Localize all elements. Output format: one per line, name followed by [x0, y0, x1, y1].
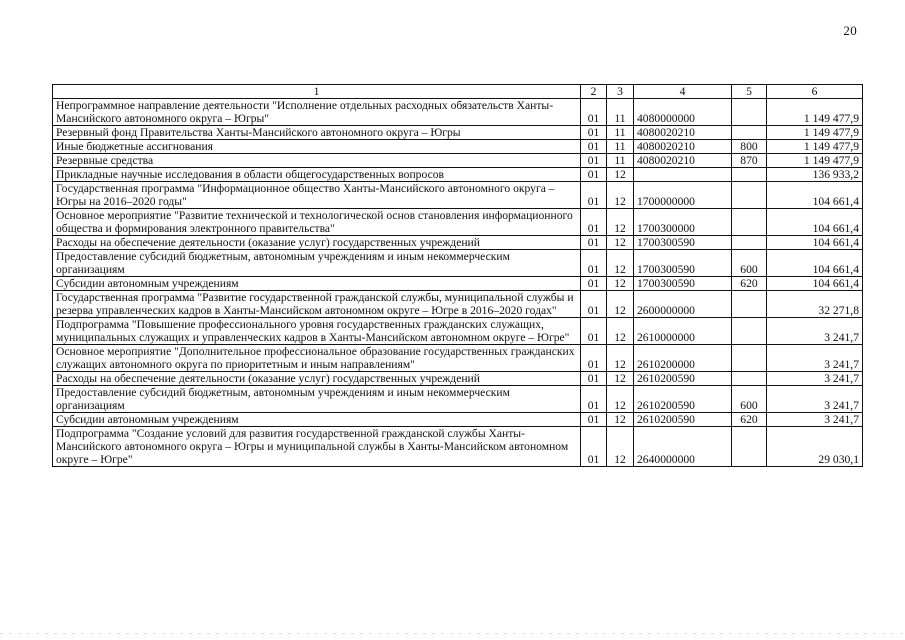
- table-body: [53, 99, 863, 467]
- row-subsection: 12: [607, 236, 634, 250]
- row-amount: 1 149 477,9: [767, 126, 863, 140]
- row-subsection: 12: [607, 372, 634, 386]
- row-kind: [732, 236, 767, 250]
- row-amount: 1 149 477,9: [767, 140, 863, 154]
- row-target: 1700300590: [634, 250, 732, 277]
- row-amount: 104 661,4: [767, 277, 863, 291]
- row-subsection: 11: [607, 126, 634, 140]
- row-kind: [732, 126, 767, 140]
- row-amount: 104 661,4: [767, 209, 863, 236]
- row-subsection: 12: [607, 427, 634, 467]
- row-kind: [732, 372, 767, 386]
- row-name: Расходы на обеспечение деятельности (оказание услуг) государственных учреждений: [53, 236, 581, 250]
- row-subsection: 12: [607, 291, 634, 318]
- row-amount: 104 661,4: [767, 182, 863, 209]
- row-kind: [732, 291, 767, 318]
- row-amount: 29 030,1: [767, 427, 863, 467]
- row-name: Резервный фонд Правительства Ханты-Мансийского автономного округа – Югры: [53, 126, 581, 140]
- header-col-section: 2: [581, 85, 607, 99]
- header-col-kind: 5: [732, 85, 767, 99]
- row-name: Субсидии автономным учреждениям: [53, 277, 581, 291]
- row-subsection: 11: [607, 99, 634, 126]
- row-target: 2610200590: [634, 413, 732, 427]
- table-row: [53, 413, 863, 427]
- row-section: 01: [581, 250, 607, 277]
- row-target: 2610000000: [634, 318, 732, 345]
- row-section: 01: [581, 291, 607, 318]
- row-section: 01: [581, 413, 607, 427]
- row-section: 01: [581, 154, 607, 168]
- row-name: Государственная программа "Информационное общество Ханты-Мансийского автономного округа – Югры на 2016–2020 годы": [53, 182, 581, 209]
- row-kind: [732, 345, 767, 372]
- row-name: Непрограммное направление деятельности "Исполнение отдельных расходных обязательств Ханты-Мансийского автономного округа – Югры": [53, 99, 581, 126]
- row-target: 1700000000: [634, 182, 732, 209]
- row-subsection: 12: [607, 277, 634, 291]
- row-subsection: 11: [607, 140, 634, 154]
- row-name: Предоставление субсидий бюджетным, автономным учреждениям и иным некоммерческим организациям: [53, 250, 581, 277]
- row-name: Резервные средства: [53, 154, 581, 168]
- row-name: Основное мероприятие "Развитие технической и технологической основ становления информационного общества и формирования электронного правительства": [53, 209, 581, 236]
- row-target: 2640000000: [634, 427, 732, 467]
- table-row: [53, 372, 863, 386]
- table-row: [53, 126, 863, 140]
- row-subsection: 12: [607, 413, 634, 427]
- table-row: [53, 427, 863, 467]
- row-subsection: 12: [607, 386, 634, 413]
- row-amount: 104 661,4: [767, 236, 863, 250]
- table-header: [53, 85, 863, 99]
- row-name: Государственная программа "Развитие государственной гражданской службы, муниципальной службы и резерва управленческих кадров в Ханты-Мансийском автономном округе – Югре в 2016–2020 годах": [53, 291, 581, 318]
- row-section: 01: [581, 209, 607, 236]
- table-row: [53, 386, 863, 413]
- row-section: 01: [581, 345, 607, 372]
- header-col-subsection: 3: [607, 85, 634, 99]
- row-section: 01: [581, 126, 607, 140]
- header-row: [53, 85, 863, 99]
- row-target: 4080000000: [634, 99, 732, 126]
- row-kind: [732, 182, 767, 209]
- row-target: 4080020210: [634, 126, 732, 140]
- header-col-target: 4: [634, 85, 732, 99]
- row-amount: 3 241,7: [767, 345, 863, 372]
- table-row: [53, 277, 863, 291]
- row-target: 1700300000: [634, 209, 732, 236]
- row-name: Прикладные научные исследования в области общегосударственных вопросов: [53, 168, 581, 182]
- header-col-amount: 6: [767, 85, 863, 99]
- table-row: [53, 250, 863, 277]
- row-target: 2610200590: [634, 386, 732, 413]
- row-section: 01: [581, 236, 607, 250]
- row-target: [634, 168, 732, 182]
- page-number: 20: [843, 23, 857, 38]
- header-col-name: 1: [53, 85, 581, 99]
- row-kind: 800: [732, 140, 767, 154]
- row-target: 4080020210: [634, 154, 732, 168]
- row-section: 01: [581, 99, 607, 126]
- row-amount: 3 241,7: [767, 318, 863, 345]
- row-subsection: 12: [607, 209, 634, 236]
- row-name: Подпрограмма "Создание условий для развития государственной гражданской службы Ханты-Мансийского автономного округа – Югры и муниципальной службы в Ханты-Мансийском автономном округе – Югре": [53, 427, 581, 467]
- table-row: [53, 209, 863, 236]
- row-kind: [732, 318, 767, 345]
- table-row: [53, 154, 863, 168]
- table-row: [53, 182, 863, 209]
- row-name: Предоставление субсидий бюджетным, автономным учреждениям и иным некоммерческим организациям: [53, 386, 581, 413]
- row-amount: 1 149 477,9: [767, 154, 863, 168]
- row-target: 1700300590: [634, 277, 732, 291]
- row-section: 01: [581, 140, 607, 154]
- row-target: 1700300590: [634, 236, 732, 250]
- table-row: [53, 140, 863, 154]
- row-amount: 1 149 477,9: [767, 99, 863, 126]
- row-name: Субсидии автономным учреждениям: [53, 413, 581, 427]
- row-kind: [732, 427, 767, 467]
- row-kind: 620: [732, 277, 767, 291]
- row-amount: 104 661,4: [767, 250, 863, 277]
- row-kind: [732, 209, 767, 236]
- row-amount: 3 241,7: [767, 413, 863, 427]
- table-row: [53, 318, 863, 345]
- row-name: Подпрограмма "Повышение профессионального уровня государственных гражданских служащих, муниципальных служащих и управленческих кадров в Ханты-Мансийском автономном округе – Югре": [53, 318, 581, 345]
- row-kind: 600: [732, 250, 767, 277]
- row-kind: [732, 168, 767, 182]
- row-section: 01: [581, 372, 607, 386]
- row-name: Иные бюджетные ассигнования: [53, 140, 581, 154]
- table-row: [53, 291, 863, 318]
- table-row: [53, 345, 863, 372]
- row-section: 01: [581, 318, 607, 345]
- row-section: 01: [581, 386, 607, 413]
- row-kind: 620: [732, 413, 767, 427]
- row-amount: 3 241,7: [767, 372, 863, 386]
- row-section: 01: [581, 182, 607, 209]
- row-section: 01: [581, 168, 607, 182]
- row-kind: 870: [732, 154, 767, 168]
- row-section: 01: [581, 427, 607, 467]
- row-name: Основное мероприятие "Дополнительное профессиональное образование государственных гражданских служащих автономного округа по приоритетным и иным направлениям": [53, 345, 581, 372]
- row-kind: 600: [732, 386, 767, 413]
- row-subsection: 12: [607, 345, 634, 372]
- row-subsection: 12: [607, 182, 634, 209]
- budget-table: [52, 84, 863, 467]
- row-subsection: 12: [607, 318, 634, 345]
- row-target: 2610200000: [634, 345, 732, 372]
- row-target: 2610200590: [634, 372, 732, 386]
- row-section: 01: [581, 277, 607, 291]
- row-kind: [732, 99, 767, 126]
- row-name: Расходы на обеспечение деятельности (оказание услуг) государственных учреждений: [53, 372, 581, 386]
- row-subsection: 12: [607, 250, 634, 277]
- table-row: [53, 99, 863, 126]
- row-subsection: 12: [607, 168, 634, 182]
- table-row: [53, 236, 863, 250]
- row-target: 4080020210: [634, 140, 732, 154]
- row-amount: 136 933,2: [767, 168, 863, 182]
- scan-edge-line: [0, 633, 905, 634]
- row-amount: 32 271,8: [767, 291, 863, 318]
- row-target: 2600000000: [634, 291, 732, 318]
- table-row: [53, 168, 863, 182]
- row-amount: 3 241,7: [767, 386, 863, 413]
- row-subsection: 11: [607, 154, 634, 168]
